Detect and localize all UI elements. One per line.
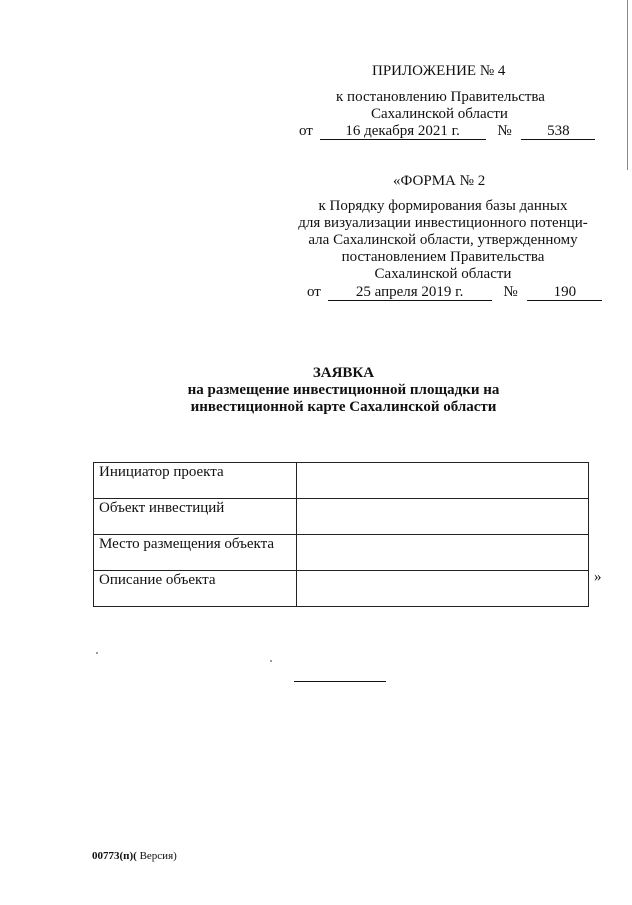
scan-speck	[96, 652, 98, 654]
application-title: ЗАЯВКА	[312, 365, 375, 381]
application-table	[93, 462, 589, 607]
scan-edge	[627, 0, 628, 170]
row-label: Описание объекта	[94, 571, 297, 607]
number-sign: №	[503, 284, 518, 300]
form-text-line-4: постановлением Правительства	[341, 249, 545, 265]
resolution-date: 16 декабря 2021 г.	[320, 123, 486, 140]
row-label: Объект инвестиций	[94, 499, 297, 535]
resolution-number: 538	[521, 123, 595, 140]
appendix-title: ПРИЛОЖЕНИЕ № 4	[372, 63, 506, 79]
application-subtitle-2: инвестиционной карте Сахалинской области	[190, 399, 497, 415]
date-prefix: от	[299, 123, 313, 139]
number-sign: №	[497, 123, 512, 139]
row-label: Место размещения объекта	[94, 535, 297, 571]
application-subtitle-1: на размещение инвестиционной площадки на	[187, 382, 500, 398]
form-date: 25 апреля 2019 г.	[328, 284, 492, 301]
form-text-line-2: для визуализации инвестиционного потенци-	[298, 215, 588, 231]
row-value-field[interactable]	[297, 463, 589, 499]
separator-line	[294, 681, 386, 682]
form-number: 190	[527, 284, 602, 301]
table-row	[94, 535, 589, 571]
table-row	[94, 463, 589, 499]
table-row	[94, 499, 589, 535]
form-title: «ФОРМА № 2	[393, 173, 486, 189]
date-prefix: от	[307, 284, 321, 300]
row-value-field[interactable]	[297, 571, 589, 607]
row-value-field[interactable]	[297, 499, 589, 535]
resolution-line: к постановлению Правительства	[336, 89, 545, 105]
row-label: Инициатор проекта	[94, 463, 297, 499]
table-row	[94, 571, 589, 607]
document-code-number: 00773(п)(	[92, 850, 137, 862]
resolution-date-line	[299, 122, 595, 140]
form-text-line-5: Сахалинской области	[374, 266, 512, 282]
document-version: Версия)	[136, 850, 177, 862]
form-text-line-1: к Порядку формирования базы данных	[318, 198, 568, 214]
document-code	[92, 850, 177, 862]
form-text-line-3: ала Сахалинской области, утвержденному	[308, 232, 578, 248]
scan-speck	[270, 660, 272, 662]
closing-quote: »	[594, 569, 602, 585]
region-line: Сахалинской области	[371, 106, 508, 122]
form-date-line	[307, 283, 602, 301]
row-value-field[interactable]	[297, 535, 589, 571]
